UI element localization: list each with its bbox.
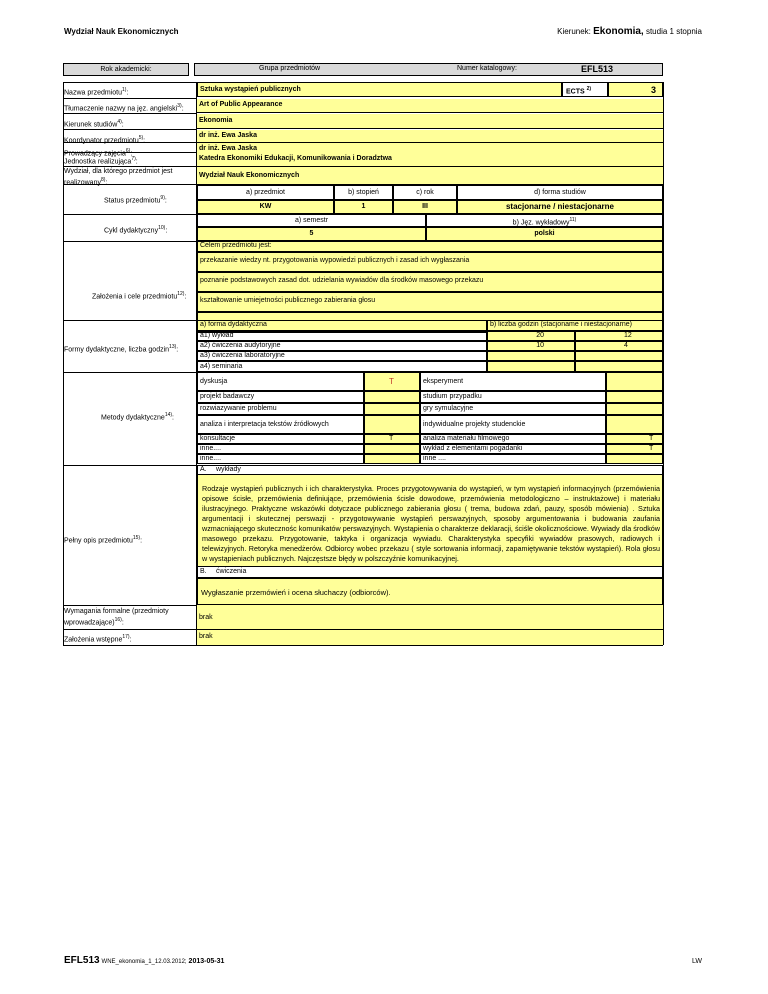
opis-a-text: Rodzaje wystąpień publicznych i ich charakterystyka. Proces przygotowywania do wystąpień, w tym wystąpień informacyjnych (przemówienia opisowe ścisłe, przemówienia definiujące, przemówienia ścisłe dowodowe, przemówienia metodologiczno – instruktażowe) i materiału ilustracyjnego. Praktyczne wskazówki dotyczace publicznego zabierania głosu ( trema, budowa zdań, pauzy, sposób mówienia) . Sztuka argumentacji i skutecznej perswazji - przygotowywanie wystąpień perswazyjnych, sposoby argumentowania i budowania zaufania wzmacniającego skutecznośc komunikatów perswazyjnych. Wystąpienia o charakterze deklaracji, ściśle okolicznościowe. Wywiady dla środków masowego przekazu. Przygotowanie, taktyka i organizacja wywiadu. Charakterystyka specyfiki wywiadów prasowych, radiowych i telewizyjnych. Retoryka menedżerów. Odbiorcy wobec przekazu ( style sortowania informacji, zapamiętywanie tekstów wystąpień). Rola głosu w wystąpieniach publicznych. Najczęstsze błędy w polszczyźnie komunikacyjnej. (202, 484, 660, 563)
cykl-jezyk-value: polski (534, 230, 555, 237)
opis-b-header (197, 566, 663, 578)
kierunek-value: Ekonomia, (593, 26, 644, 37)
formy-godziny-header: b) liczba godzin (stacjoname i niestacjonarne) (490, 321, 633, 328)
footer-info (64, 955, 224, 966)
wstepne-value: brak (199, 633, 213, 640)
wydzial-value: Wydział Nauk Ekonomicznych (199, 172, 300, 179)
forma-hours-niestacjonarne: 4 (624, 342, 628, 349)
cykl-table (197, 214, 663, 241)
kierunek-header (557, 26, 702, 37)
wymagania-value-cell (197, 605, 663, 630)
jednostka-label: Jednostka realizująca$^{7)}$: (64, 156, 138, 166)
opis-a-title: wykłady (216, 466, 241, 473)
kierunek-studiow-value: Ekonomia (199, 117, 233, 124)
kierunek-studiow-value-cell (197, 114, 663, 129)
metoda-name: analiza materiału filmowego (423, 435, 510, 442)
metoda-name: inne.... (200, 455, 222, 462)
status-stopien-value: 1 (361, 203, 366, 210)
metoda-name: indywidualne projekty studenckie (423, 421, 526, 428)
zalozenia-label: Założenia i cele przedmiotu$^{12)}$: (92, 291, 187, 301)
ects-value: 3 (650, 85, 656, 95)
metoda-name: rozwiazywanie problemu (200, 405, 277, 412)
footer-file: WNE_ekonomia_1_12.03.2012; (101, 959, 187, 965)
koordynator-label: Koordynator przedmiotu$^{5)}$: (64, 135, 146, 145)
footer-code: EFL513 (64, 955, 100, 966)
formy-table (197, 320, 663, 372)
formy-forma-header: a) forma dydaktyczna (200, 321, 267, 328)
status-forma-header: d) forma studiów (534, 189, 586, 196)
wstepne-value-cell (197, 630, 663, 646)
status-forma-value: stacjonarne / niestacjonarne (505, 202, 615, 211)
metoda-name: inne.... (200, 445, 222, 452)
status-przedmiot-value: KW (259, 203, 272, 210)
koordynator-value: dr inż. Ewa Jaska (199, 132, 257, 139)
tlumaczenie-value: Art of Public Appearance (199, 101, 283, 108)
opis-a-text-cell (197, 475, 663, 566)
metoda-mark: T (649, 445, 654, 452)
forma-hours-stacjonarne: 20 (536, 332, 544, 339)
forma-name: a1) wykład (200, 332, 234, 339)
opis-b-text: Wygłaszanie przemówień i ocena słuchaczy (odbiorców). (201, 588, 391, 597)
jednostka-value: Katedra Ekonomiki Edukacji, Komunikowania i Doradztwa (199, 155, 392, 162)
metoda-name: wykład z elementami pogadanki (423, 445, 523, 452)
footer-initials: LW (692, 958, 702, 965)
numer-katalogowy-label: Numer katalogowy: (457, 65, 517, 72)
status-table (197, 185, 663, 214)
ects-value-cell (608, 82, 663, 97)
studia-label: studia 1 stopnia (645, 27, 702, 36)
catalog-code: EFL513 (581, 64, 614, 74)
rok-akademicki-label: Rok akademicki: (100, 66, 152, 73)
formy-label: Formy dydaktyczne, liczba godzin$^{13)}$: (64, 344, 179, 354)
forma-name: a4) seminaria (200, 363, 243, 370)
kierunek-studiow-label: Kierunek studiów$^{4)}$: (64, 119, 124, 129)
metoda-name: studium przypadku (423, 393, 482, 400)
ects-label: ECTS $^{2)}$ (566, 86, 592, 96)
cele-intro: Celem przedmiotu jest: (200, 242, 272, 249)
status-rok-value: III (422, 203, 428, 210)
status-przedmiot-header: a) przedmiot (246, 189, 285, 196)
grupa-numer-cell (194, 63, 663, 76)
prowadzacy-label: Prowadzący zajęcia$^{6)}$: (64, 148, 133, 158)
cykl-semestr-header: a) semestr (294, 217, 329, 224)
wydzial-label: Wydział, dla którego przedmiot jest realizowany$^{8)}$: (64, 168, 173, 187)
metoda-name: konsultacje (200, 435, 236, 442)
metody-label: Metody dydaktyczne$^{14)}$: (101, 412, 174, 422)
metoda-mark: T (389, 377, 394, 386)
cele-intro-cell (197, 241, 663, 252)
metoda-name: dyskusja (200, 378, 228, 385)
koordynator-value-cell (197, 130, 663, 143)
opis-a-letter: A. (200, 466, 207, 473)
opis-b-letter: B. (200, 568, 207, 575)
ects-label-cell (562, 82, 608, 97)
cykl-semestr-value: 5 (309, 230, 314, 237)
opis-a-header (197, 465, 663, 475)
prowadzacy-value: dr inż. Ewa Jaska (199, 145, 257, 152)
wymagania-label: Wymagania formalne (przedmioty wprowadzające)$^{16)}$: (64, 608, 169, 627)
metoda-name: eksperyment (423, 378, 464, 385)
nazwa-value-cell (197, 82, 562, 97)
nazwa-label: Nazwa przedmiotu$^{1)}$: (64, 87, 129, 97)
status-rok-header: c) rok (416, 189, 434, 196)
metoda-name: projekt badawczy (200, 393, 255, 400)
faculty-header: Wydział Nauk Ekonomicznych (64, 27, 179, 36)
forma-hours-niestacjonarne: 12 (624, 332, 632, 339)
grupa-przedmiotow-label: Grupa przedmiotów (259, 65, 321, 72)
forma-name: a3) ćwiczenia laboratoryjne (200, 352, 285, 359)
forma-name: a2) ćwiczenia audytoryjne (200, 342, 281, 349)
status-label: Status przedmiotu$^{9)}$: (104, 195, 167, 205)
metoda-name: gry symulacyjne (423, 405, 474, 412)
status-stopien-header: b) stopień (348, 189, 379, 196)
tlumaczenie-value-cell (197, 99, 663, 113)
opis-b-text-cell (197, 578, 663, 605)
nazwa-value: Sztuka wystąpień publicznych (200, 86, 301, 93)
metoda-name: analiza i interpretacja tekstów źródłowych (200, 421, 329, 428)
jednostka-value-cell (197, 152, 663, 167)
tlumaczenie-label: Tłumaczenie nazwy na jęz. angielski$^{3)}$: (64, 103, 184, 113)
metody-table (197, 372, 663, 465)
opis-b-title: ćwiczenia (216, 568, 247, 575)
cel-item: poznanie podstawowych zasad dot. udzielania wywiadów dla środków masowego przekazu (200, 277, 484, 284)
opis-label: Pełny opis przedmiotu$^{15)}$: (64, 535, 143, 545)
metoda-name: inne .... (423, 455, 446, 462)
cel-item: przekazanie wiedzy nt. przygotowania wypowiedzi publicznych i zasad ich wygłaszania (200, 257, 470, 264)
cel-item: kształtowanie umiejetności publicznego zabierania głosu (200, 297, 376, 304)
wydzial-value-cell (197, 167, 663, 185)
cykl-label: Cykl dydaktyczny$^{10)}$: (104, 225, 168, 235)
wymagania-value: brak (199, 614, 213, 621)
cykl-jezyk-header: b) Jęz. wykładowy$^{11)}$ (512, 217, 577, 227)
metoda-mark: T (389, 435, 394, 442)
wstepne-label: Założenia wstępne$^{17)}$: (64, 634, 132, 644)
metoda-mark: T (649, 435, 654, 442)
forma-hours-stacjonarne: 10 (536, 342, 544, 349)
footer-date: 2013-05-31 (188, 958, 225, 965)
kierunek-label: Kierunek: (557, 27, 591, 36)
rok-akademicki-cell (63, 63, 189, 76)
